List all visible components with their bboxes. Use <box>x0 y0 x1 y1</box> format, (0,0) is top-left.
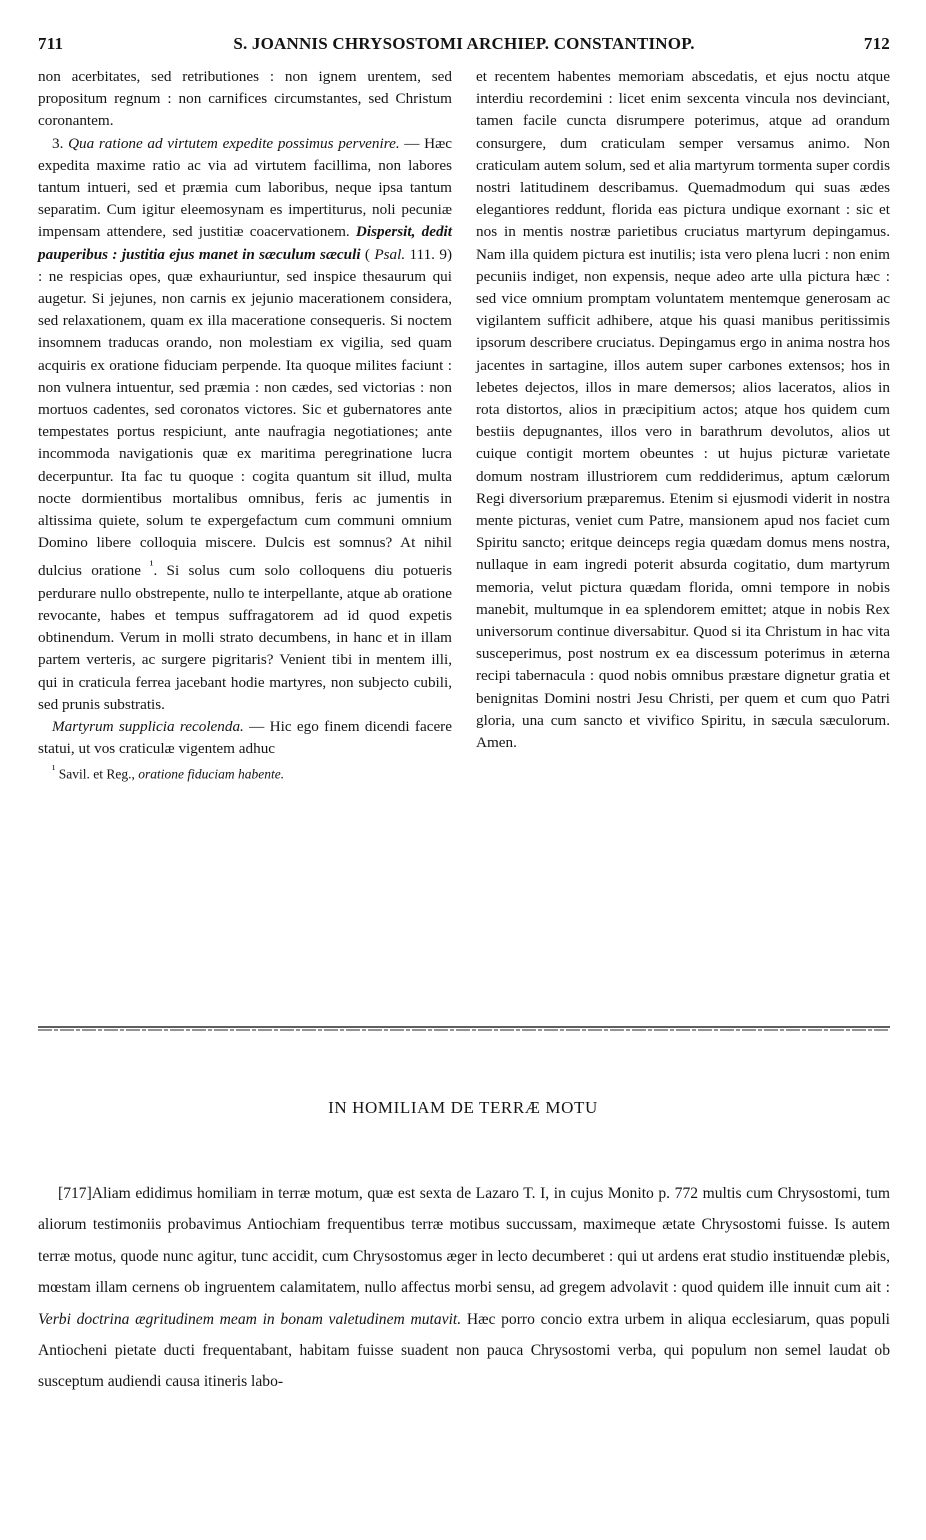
scripture-quote: Dispersit, dedit pauperibus : justitia ejus manet in sæculum sæculi <box>38 223 452 263</box>
page-marker: [717] <box>58 1185 92 1202</box>
footnote-marker: ¹ <box>140 558 154 573</box>
left-paragraph-2 <box>38 133 452 716</box>
page-number-left: 711 <box>38 34 64 53</box>
running-title: S. JOANNIS CHRYSOSTOMI ARCHIEP. CONSTANTINOP. <box>233 34 695 53</box>
footnote-number: ¹ <box>52 764 56 777</box>
right-column <box>476 66 890 754</box>
body-text: — Hæc expedita maxime ratio ac via ad virtutem facillima, non labores tantum intueri, sed et præmia cum laboribus, neque ipsa tantum separatim. Cum igitur eleemosynam es impertiturus, noli pecuniæ impensam attendere, sed justitiæ coacervationem. <box>38 134 453 241</box>
body-text: Hæc porro concio extra urbem in aliqua ecclesiarum, quas populi Antiocheni pietate ducti frequentabant, habitam fuisse suadent non pauca Chrysostomi verba, qui populum non semel laudat ob susceptum audiendi causa itineris labo- <box>38 1310 890 1391</box>
right-paragraph: et recentem habentes memoriam abscedatis, et ejus noctu atque interdiu recordemini : licet enim sexcenta vincula nos devinciant, tamen facile cuncta disrumpere poterimus, atque ad orandum consurgere, dum craticulam semper versamus animo. Non craticulam autem solum, sed et alia martyrum tormenta super cordis nostri latitudinem describamus. Quemadmodum qui suas ædes elegantiores reddunt, florida eas pictura undique exornant : sic et nos in mentis nostræ parietibus cruciatus martyrum depingamus. Nam illa quidem pictura est inutilis; ista vero plena lucri : non enim pecuniis indiget, non expensis, neque adeo arte ulla pictura hæc : sed vice omnium promptam voluntatem mentemque generosam ac vigilantem sufficit adhibere, atque his quasi manibus peritissimis ipsorum describere cruciatus. Depingamus ergo in anima nostra hos jacentes in sartagine, illos autem super carbones extensos; hos in lebetes dejectos, illos in mare demersos; alios laceratos, alios in rota distortos, alios in præcipitium actos; atque hos quidem cum bestiis depugnantes, illos vero in barathrum devolutos, alios ut cuique contigit mortem obeuntes : ut hujus picturæ varietate domum nostram illustriorem cum reddiderimus, aptum cælorum Regi diversorium præparemus. Etenim si ejusmodi viderit in nostra mente picturas, veniet cum Patre, mansionem apud nos faciet cum Spiritu sancto; eritque deinceps regia quædam domus mens nostra, nullaque in eam ingredi poterit absurda cogitatio, dum martyrum memoria, velut pictura quædam florida, omni tempore in nobis manebit, multumque in ea splendorem emittet; atque in nobis Rex universorum continue diversabitur. Quod si ita Christum in hac vita susceperimus, post nostrum ex ea discessum poterimus in æterna recipi tabernacula : quod nobis omnibus præstare dignetur gratia et benignitas Domini nostri Jesu Christi, per quem et cum quo Patri gloria, una cum sancto et vivifico Spiritu, in sæcula sæculorum. Amen. <box>476 68 890 752</box>
scripture-ref-number: 111. 9 <box>405 245 447 263</box>
footnote-text: oratione fiduciam habente. <box>138 766 285 782</box>
running-header <box>38 34 890 58</box>
section-title: IN HOMILIAM DE TERRÆ MOTU <box>328 1098 598 1117</box>
marginal-heading: Martyrum supplicia recolenda. <box>52 717 244 735</box>
page-number-right: 712 <box>863 34 890 53</box>
section-number: 3. <box>52 134 64 152</box>
quote: Verbi doctrina ægritudinem meam in bonam valetudinem mutavit. <box>38 1310 462 1328</box>
left-column <box>38 66 452 785</box>
decorative-rule <box>38 1024 890 1034</box>
ref-paren: ( <box>360 245 370 263</box>
body-text: ) : ne respicias opes, quæ exhauriuntur, sed inspice thesaurum qui augetur. Si jejunes, non carnis ex jejunio macerationem considera, sed relaxationem, quam ex illa maceratione consequeris. Si noctem insomnem traducas orando, non molestiam ex vigilia, sed quam acquiris ex oratione fiduciam perpende. Ita quoque milites faciunt : non vulnera intuentur, sed præmia : non cædes, sed victorias : non mortuos cadentes, sed coronatos victores. Sic et gubernatores ante tempestates portus respiciunt, ante naufragia negotiationes; ante incommoda navigationis quæ ex maritima peregrinatione lucra decerpuntur. Ita fac tu quoque : cogita quantum sit illud, multa nocte dormientibus mortalibus omnibus, feris ac jumentis in altissima quiete, solum te expergefactum cum communi omnium Domino libere colloquia miscere. Dulcis est somnus? At nihil dulcius oratione <box>38 245 452 580</box>
marginal-heading: Qua ratione ad virtutem expedite possimus pervenire. <box>68 134 400 152</box>
footnote <box>38 760 452 785</box>
body-text: . Si solus cum solo colloquens diu potueris perdurare nullo obstrepente, nullo te interpellante, atque ab oratione revocante, habes et tempus suffragatorem ad id quod expetis obtinendum. Verum in molli strato decumbens, in hanc et in illam partem verteris, ac surgere pigritaris? Venient tibi in mentem illi, qui in craticula ferrea jacebant hodie martyres, non subjecto cubili, sed prunis substratis. <box>38 562 452 713</box>
footnote-source: Savil. et Reg., <box>55 766 139 782</box>
body-text: — Hic ego finem dicendi facere statui, ut vos craticulæ vigentem adhuc <box>38 717 452 758</box>
left-paragraph-3 <box>38 716 452 760</box>
left-paragraph-1: non acerbitates, sed retributiones : non ignem urentem, sed propositum regnum : non carnifices circumstantes, sed Christum coronantem. <box>38 68 452 130</box>
section-body <box>38 1178 890 1398</box>
body-text: Aliam edidimus homiliam in terræ motum, quæ est sexta de Lazaro T. I, in cujus Monito p. 772 multis cum Chrysostomi, tum aliorum testimoniis probavimus Antiochiam frequentibus terræ motibus succussam, maximeque ætate Chrysostomi fuisse. Is autem terræ motus, quode nunc agitur, tunc accidit, cum Chrysostomus æger in lecto decumberet : qui ut ardens erat studio instituendæ plebis, mœstam illam cernens ob ingruentem calamitatem, nullo affectus morbi sensu, ad gregem advolavit : quod quidem ille innuit cum ait : <box>38 1185 890 1297</box>
scripture-ref: Psal. <box>369 245 406 263</box>
